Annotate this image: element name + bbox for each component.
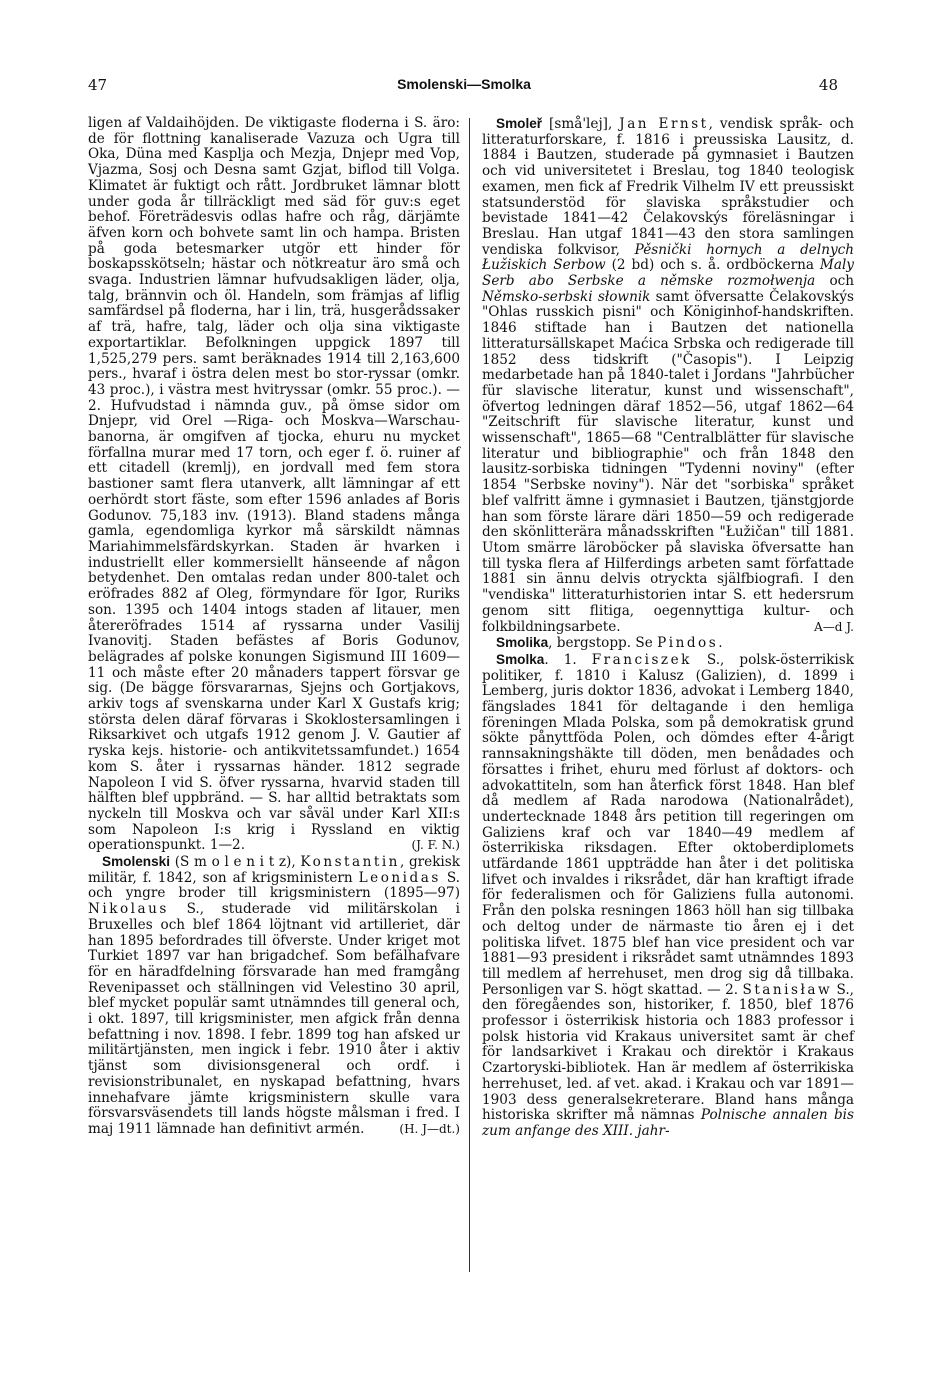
work-title: Němsko-serbski słownik xyxy=(482,288,651,305)
left-column xyxy=(88,116,460,1138)
page-number-left: 47 xyxy=(88,76,108,94)
entry-smolika: Smolika, bergstopp. Se Pindos. xyxy=(496,635,723,652)
entry-smolensk-continuation xyxy=(88,116,460,854)
person-name: Leonidas xyxy=(358,869,441,886)
entry-smolenski: Smolenski (S m o l e n i t z), Konstantin, grekisk militär, f. 1842, son af krigsministern Leonidas S. och yngre broder till krigsministern (1895—97) Nikolaus S., studerade vid militärskolan i Bruxelles och blef 1864 löjtnant vid artilleriet, där han 1895 befordrades till öfverste. Under kriget mot Turkiet 1897 var han brigadchef. Som befälhafvare för en häradfdelning försvarade han med framgång Revenipasset och ställningen vid Velestino 30 april, blef mycket populär samt utnämndes till general och, i okt. 1897, till krigsminister, men afgick från denna befattning i nov. 1898. I febr. 1899 tog han afsked ur militärtjänsten, men ingick i febr. 1910 åter i aktiv tjänst som divisionsgeneral och ordf. i revisionstribunalet, en nyskapad befattning, hvars innehafvare jämte krigsministern skulle vara försvarsväsendets till lands högste målsman i fred. I maj 1911 lämnade han definitivt armén. (H. J—dt.) xyxy=(88,854,460,1137)
person-name: Jan Ernst xyxy=(619,116,709,132)
entry-headword: Smolenski xyxy=(102,854,170,870)
person-name: Nikolaus xyxy=(88,901,169,918)
work-title: Polnische annalen bis zum anfange des XIII. jahr- xyxy=(482,1107,854,1139)
column-divider xyxy=(469,118,470,1272)
author-signature: (J. F. N.) xyxy=(411,838,460,853)
entry-headword: Smolika xyxy=(496,635,549,651)
work-title: Maly Serb abo Serbske a němske rozmołwenja xyxy=(482,257,854,290)
entry-headword: Smoleř xyxy=(496,116,543,131)
author-signature: (H. J—dt.) xyxy=(399,1122,460,1136)
right-column xyxy=(482,116,854,1140)
person-name: Stanisław xyxy=(742,981,833,998)
person-name: Franciszek xyxy=(591,651,692,668)
work-title: Pěsnički hornych a delnych Łužiskich Serbow xyxy=(482,241,854,274)
entry-headword: Smolka xyxy=(496,651,545,667)
entry-text: ligen af Valdaihöjden. De viktigaste floderna i S. äro: de för flottning kanaliserade Vazuza och Ugra till Oka, Düna med Kasplja och Mezja, Dnjepr med Vop, Vjazma, Sosj och Desna samt Gzjat, biflod till Volga. Klimatet är fuktigt och rått. Jordbruket lämnar blott under goda år tillräckligt med säd för guv:s eget behof. Företrädesvis odlas hafre och råg, därjämte äfven korn och bohvete samt lin och hampa. Bristen på goda betesmarker utgör ett hinder för boskapsskötseln; hästar och nötkreatur äro små och svaga. Industrien lämnar hufvudsakligen läder, olja, talg, brännvin och öl. Handeln, som främjas af liflig samfärdsel på floderna, har i lin, trä, husgerådssaker af trä, hafre, talg, läder och olja sina viktigaste exportartiklar. Befolkningen uppgick 1897 till 1,525,279 pers. samt beräknades 1914 till 2,163,600 pers., hvaraf i östra delen mest bo stor-ryssar (omkr. 43 proc.), i västra mest hvitryssar (omkr. 55 proc.). — 2. Hufvudstad i nämnda guv., på ömse sidor om Dnjepr, vid Orel —Riga- och Moskva—Warschau-banorna, är omgifven af tjocka, ehuru nu mycket förfallna murar med 17 torn, och eger f. ö. ruiner af ett citadell (kremlj), en jordvall med fem stora bastioner samt flera utanverk, allt lämningar af ett oerhördt stort fäste, som efter 1596 anlades af Boris Godunov. 75,183 inv. (1913). Bland stadens många gamla, egendomliga kyrkor må särskildt nämnas Mariahimmelsfärdskyrkan. Staden är hvarken i industriellt eller kommersiellt hänseende af någon betydenhet. Den omtalas redan under 800-talet och eröfrades 882 af Oleg, förmyndare för Igor, Ruriks son. 1395 och 1404 intogs staden af litauer, men återeröfrades 1514 af ryssarna under Vasilij Ivanovitj. Staden befästes af Boris Godunov, belägrades af polske konungen Sigismund III 1609—11 och måste efter 20 månaders tappert försvar ge sig. (De bägge försvararnas, Sjejns och Gortjakovs, arkiv togs af svenskarna under Karl X Gustafs krig; största delen däraf förvaras i Skoklostersamlingen i Riksarkivet och utgafs 1912 genom J. V. Gautier af ryska kejs. historie- och antikvitetssamfundet.) 1654 kom S. åter i ryssarnas händer. 1812 segrade Napoleon I vid S. öfver ryssarna, hvarvid staden till hälften blef uppbränd. — S. har alltid betraktats som nyckeln till Moskva och var såväl under Karl XII:s som Napoleon I:s krig i Ryssland en viktig operationspunkt. 1—2. xyxy=(88,115,460,854)
entry-smoler: Smoleř [små'lej], Jan Ernst, vendisk språk- och litteraturforskare, f. 1816 i preussiska Lausitz, d. 1884 i Bautzen, studerade på gymnasiet i Bautzen och vid universitetet i Breslau, tog 1840 teologisk examen, men fick af Fredrik Vilhelm IV ett preussiskt statsunderstöd för slaviska språkstudier och bevistade 1841—42 Čelakovskýs föreläsningar i Breslau. Han utgaf 1841—43 den stora samlingen vendiska folkvisor, Pěsnički hornych a delnych Łužiskich Serbow (2 bd) och s. å. ordböckerna Maly Serb abo Serbske a němske rozmołwenja och Němsko-serbski słownik samt öfversatte Čelakovskýs "Ohlas russkich pisni" och Königinhof-handskriften. 1846 stiftade han i Bautzen det nationella litteratursällskapet Maćica Srbska och redigerade till 1852 dess tidskrift ("Časopis"). I Leipzig medarbetade han på 1840-talet i Jordans "Jahrbücher für slavische literatur, kunst und wissenschaft", öfvertog ledningen däraf 1852—56, utgaf 1862—64 "Zeitschrift für slavische literatur, kunst und wissenschaft", 1865—68 "Centralblätter für slavische literatur und bibliographie" och från 1848 den lausitz-sorbiska tidningen "Tydenni noviny" (efter 1854 "Serbske noviny"). När det "sorbiska" språket blef valfritt ämne i gymnasiet i Bautzen, tjänstgjorde han som förste lärare däri 1850—59 och redigerade den skönlitterära månadsskriften "Łužičan" till 1881. Utom smärre läroböcker på slaviska öfversatte han till tyska flera af Hilferdings arbeten samt författade 1881 sin ännu delvis otryckta själfbiografi. I den "vendiska" litteraturhistorien intar S. ett hedersrum genom sitt flitiga, oegennyttiga kultur- och folkbildningsarbete. A—d J. xyxy=(482,116,854,635)
page-number-right: 48 xyxy=(818,76,838,94)
author-signature: A—d J. xyxy=(814,619,854,634)
cross-reference-link[interactable]: Pindos xyxy=(657,635,719,652)
person-name: Konstantin xyxy=(300,854,400,871)
entry-smolka: Smolka. 1. Franciszek S., polsk-österrikisk politiker, f. 1810 i Kalusz (Galizien), d. 1899 i Lemberg, juris doktor 1836, advokat i Lemberg 1840, fängslades 1841 för deltagande i den hemliga föreningen Mlada Polska, som på demokratisk grund sökte pånyttföda Polen, och dömdes efter 4-årigt rannsakningshäkte till döden, men benådades och försattes i frihet, ehuru med förlust af doktors- och advokattiteln, som han återfick först 1848. Han blef då medlem af Rada narodowa (Nationalrådet), undertecknade 1848 års petition till regeringen om Galiziens kraf och var 1840—49 medlem af österrikiska riksdagen. Efter oktoberdiplomets utfärdande 1861 uppträdde han åter i det politiska lifvet och invaldes i riksrådet, där han kraftigt ifrade för federalismen och för Galiziens fulla autonomi. Från den polska resningen 1863 höll han sig tillbaka och deltog under de närmaste tio åren ej i det politiska lifvet. 1875 blef han vice president och var 1881—93 president i riksrådet samt utnämndes 1893 till medlem af herrehuset, men drog sig då tillbaka. Personligen var S. högt skattad. — 2. Stanisław S., den föregåendes son, historiker, f. 1850, blef 1876 professor i österrikisk historia och 1883 professor i polsk historia vid Krakaus universitet samt är chef för landsarkivet i Krakau och direktör i Krakaus Czartoryski-bibliotek. Han är medlem af österrikiska herrehuset, led. af vet. akad. i Krakau och var 1891—1903 dess generalsekreterare. Bland hans många historiska skrifter må nämnas Polnische annalen bis zum anfange des XIII. jahr- xyxy=(482,651,854,1139)
running-head: Smolenski—Smolka xyxy=(397,76,531,92)
